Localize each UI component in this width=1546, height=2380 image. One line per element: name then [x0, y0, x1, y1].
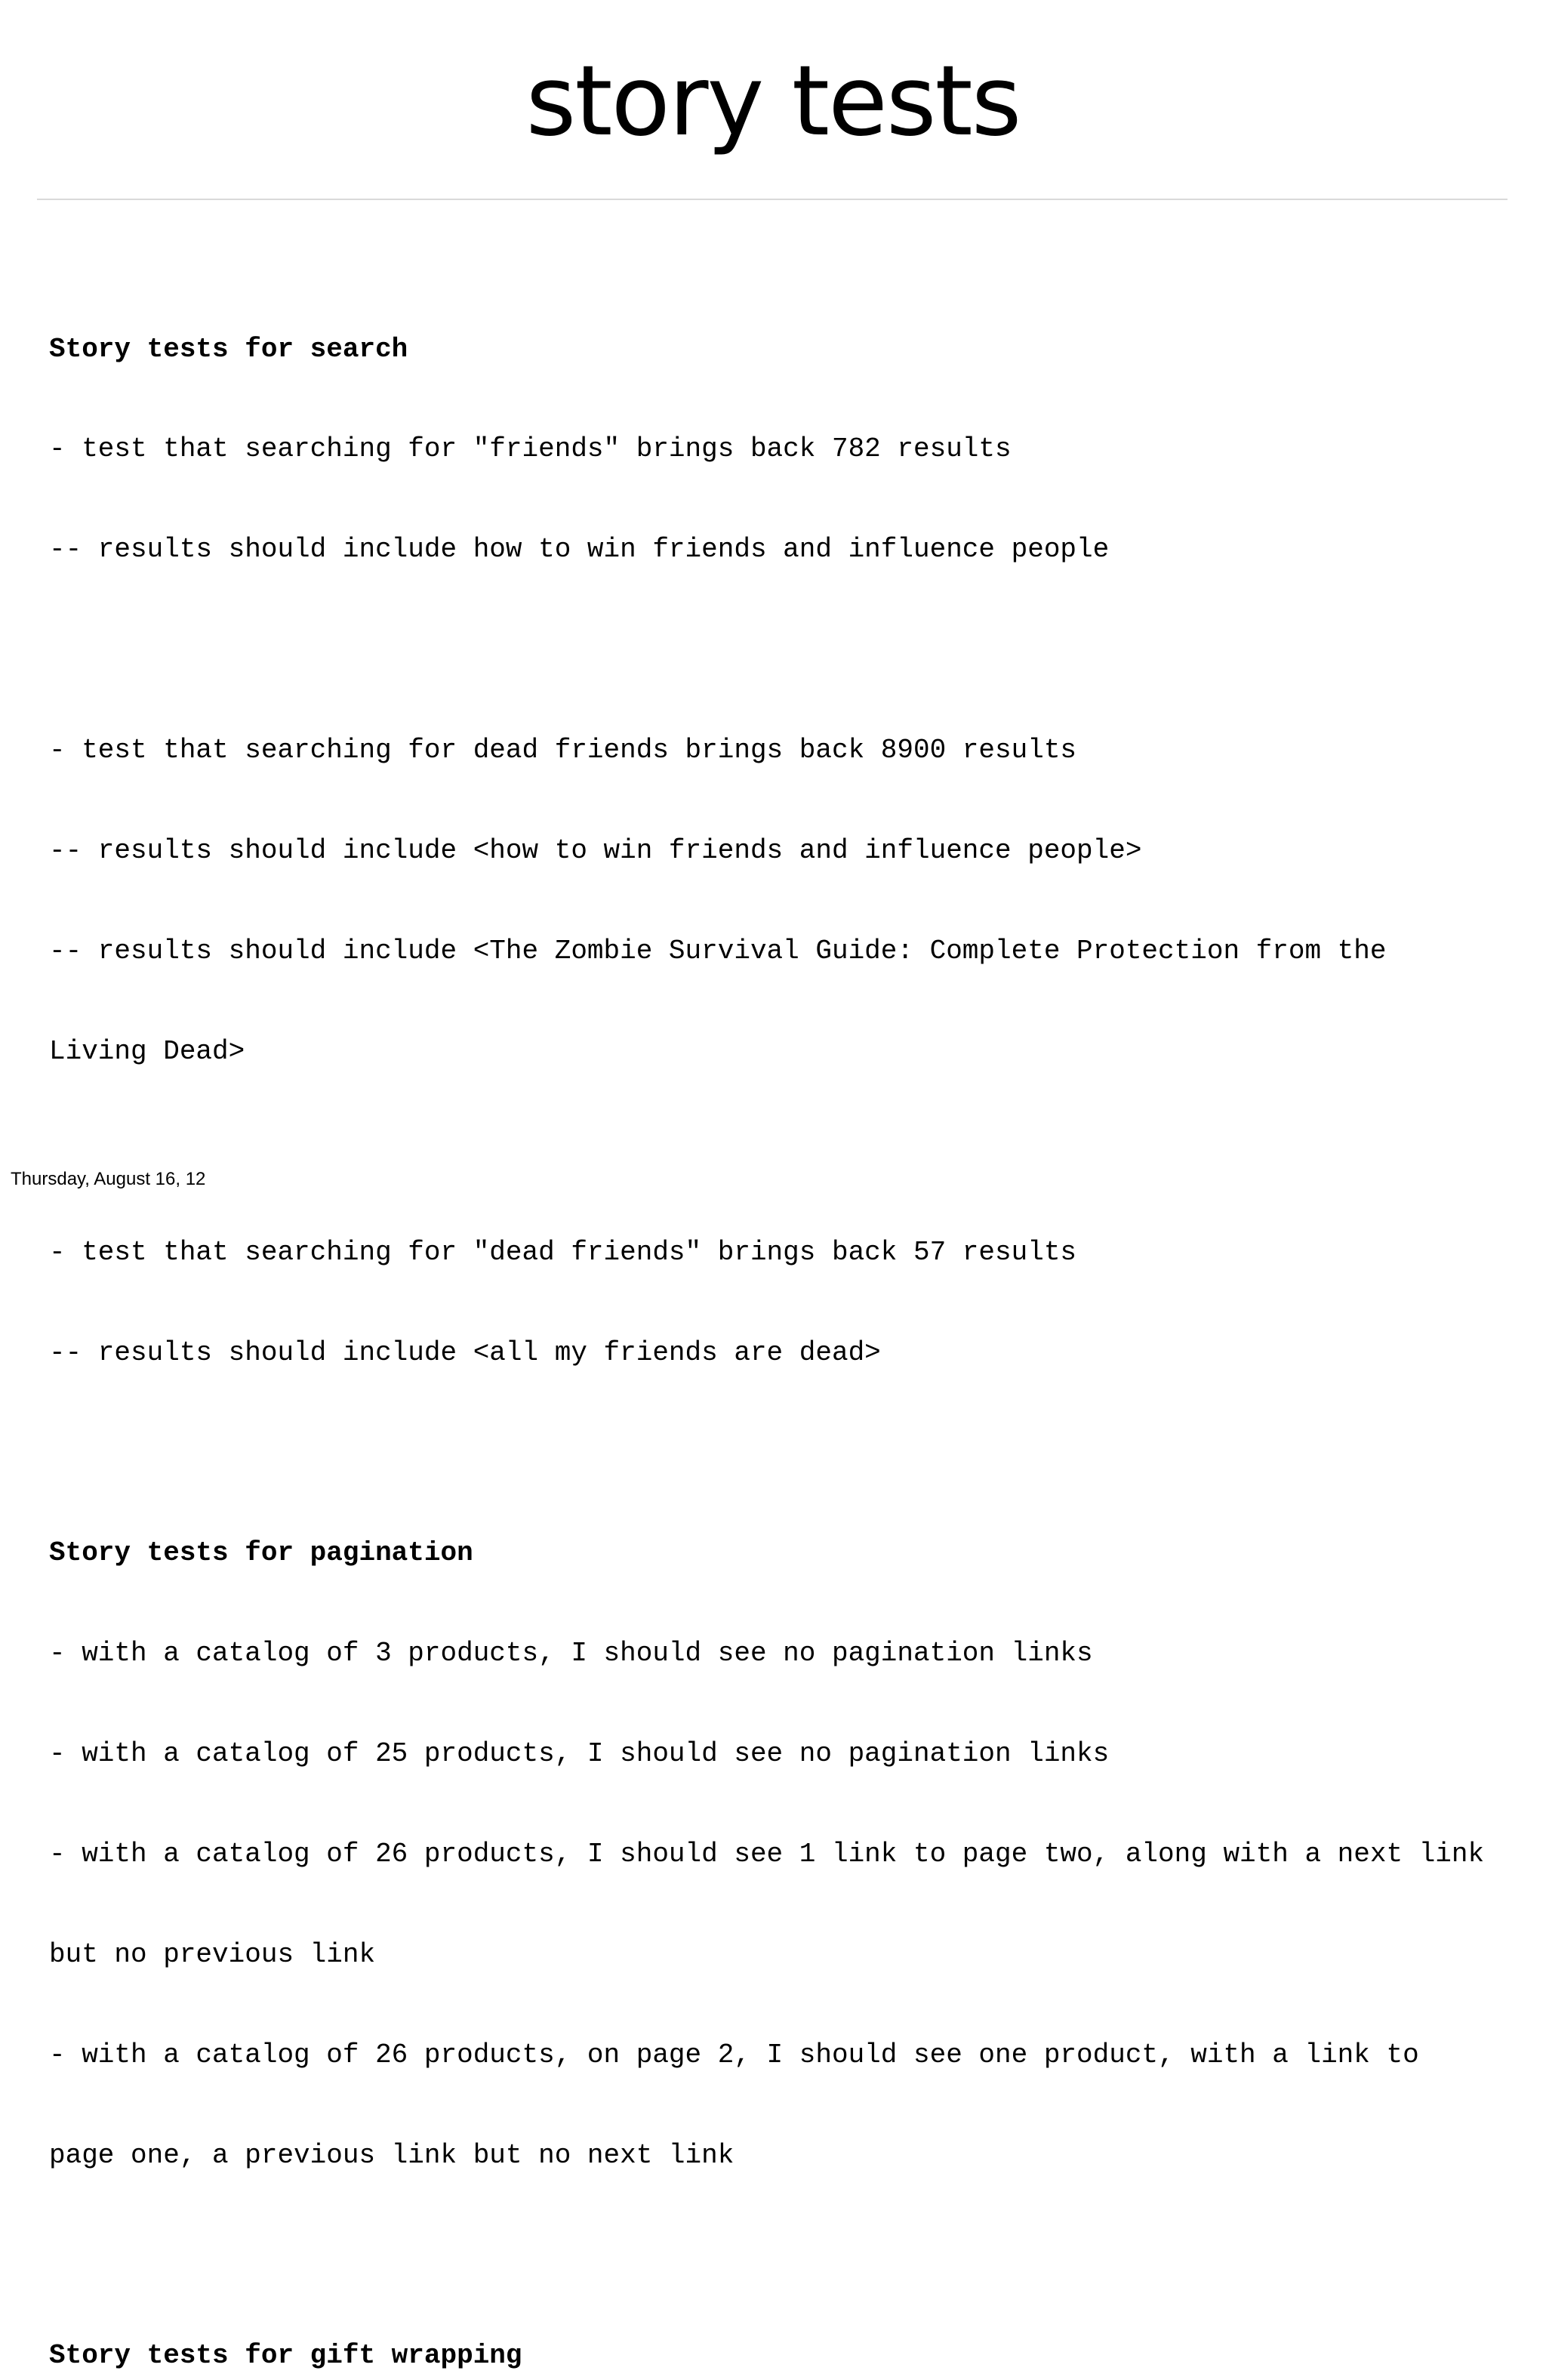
slide-body — [49, 266, 1529, 2380]
pagination-section-heading: Story tests for pagination — [49, 1537, 473, 1569]
pagination-test-line: page one, a previous link but no next link — [49, 2139, 735, 2171]
search-test-line: -- results should include <how to win friends and influence people> — [49, 835, 1142, 867]
search-test-line: -- results should include <The Zombie Survival Guide: Complete Protection from the — [49, 935, 1387, 966]
search-test-line: - test that searching for "friends" brings back 782 results — [49, 433, 1012, 465]
search-test-line: - test that searching for "dead friends" brings back 57 results — [49, 1236, 1077, 1268]
gift-wrapping-section-heading: Story tests for gift wrapping — [49, 2340, 522, 2372]
pagination-test-line: - with a catalog of 26 products, I should see 1 link to page two, along with a next link — [49, 1838, 1485, 1870]
blank-line — [49, 1436, 1529, 1469]
pagination-test-line: - with a catalog of 26 products, on page 2, I should see one product, with a link to — [49, 2039, 1419, 2070]
pagination-test-line: but no previous link — [49, 1938, 376, 1970]
search-test-line: -- results should include <all my friends are dead> — [49, 1336, 881, 1368]
slide-title: story tests — [525, 45, 1021, 158]
footer-date: Thursday, August 16, 12 — [11, 1169, 206, 1189]
pagination-test-line: - with a catalog of 3 products, I should see no pagination links — [49, 1638, 1093, 1669]
title-divider — [37, 199, 1508, 200]
blank-line — [49, 2240, 1529, 2273]
blank-line — [49, 1136, 1529, 1169]
pagination-test-line: - with a catalog of 25 products, I should see no pagination links — [49, 1738, 1110, 1770]
search-test-line: - test that searching for dead friends brings back 8900 results — [49, 735, 1077, 766]
search-section-heading: Story tests for search — [49, 333, 408, 365]
search-test-line: Living Dead> — [49, 1035, 245, 1067]
blank-line — [49, 634, 1529, 667]
search-test-line: -- results should include how to win friends and influence people — [49, 534, 1110, 566]
